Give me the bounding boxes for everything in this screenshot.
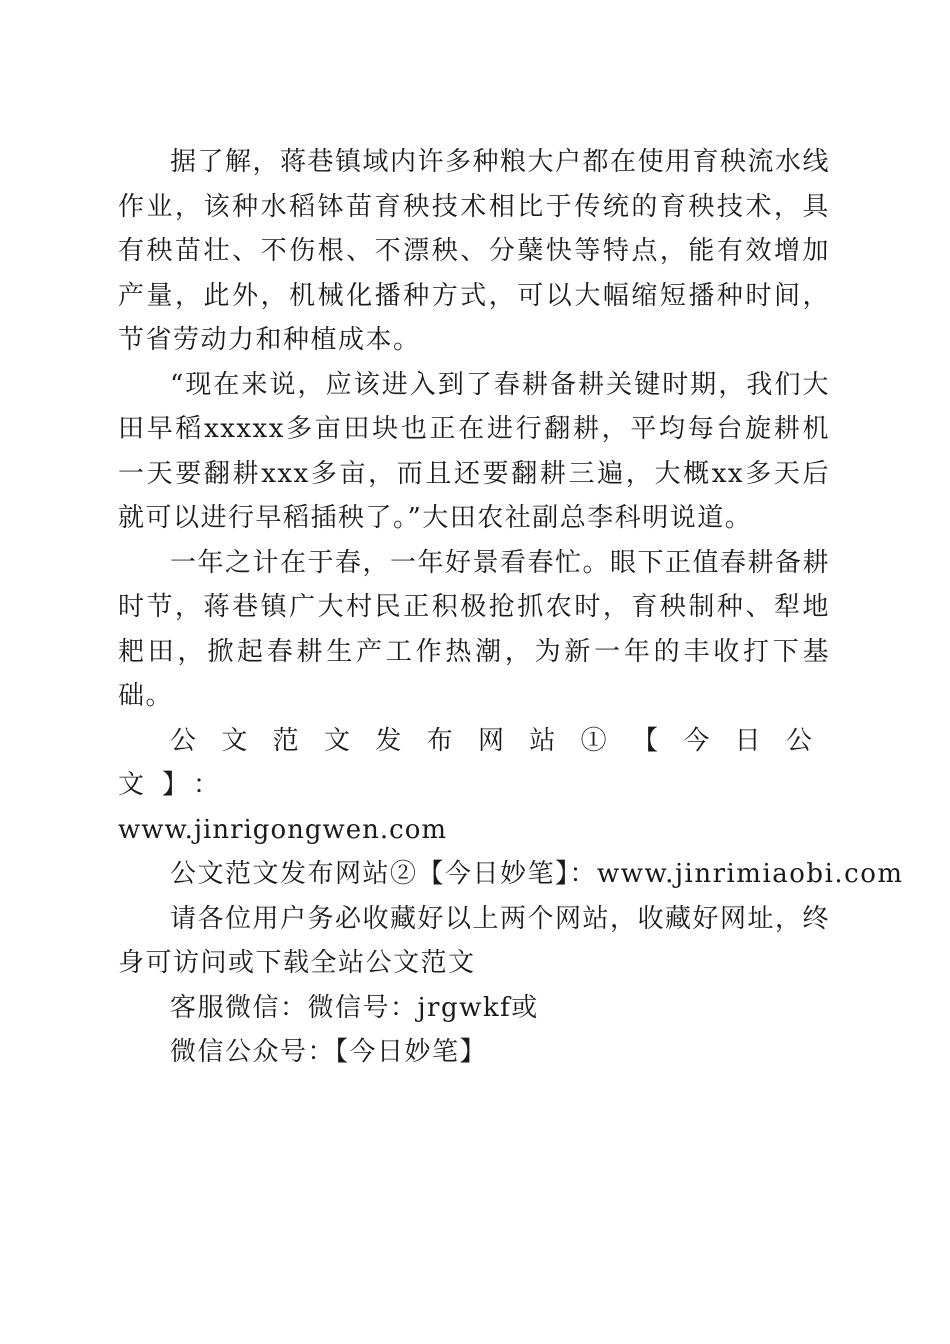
paragraph-1: 据了解，蒋巷镇域内许多种粮大户都在使用育秧流水线作业，该种水稻钵苗育秧技术相比于传统的育秧技术，具有秧苗壮、不伤根、不漂秧、分蘖快等特点，能有效增加产量，此外，机械化播种方式，可以大幅缩短播种时间，节省劳动力和种植成本。 [118, 147, 831, 355]
site-2-line[interactable]: 公文范文发布网站②【今日妙笔】：www.jinrimiaobi.com [170, 859, 904, 889]
official-account: 微信公众号：【今日妙笔】 [170, 1037, 488, 1067]
site-1-line [118, 719, 830, 853]
paragraph-3: 一年之计在于春，一年好景看春忙。眼下正值春耕备耕时节，蒋巷镇广大村民正积极抢抓农时，育秧制种、犁地耙田，掀起春耕生产工作热潮，为新一年的丰收打下基础。 [118, 547, 831, 711]
customer-service-wechat: 客服微信：微信号：jrgwkf或 [170, 992, 539, 1023]
paragraph-2: “现在来说，应该进入到了春耕备耕关键时期，我们大田早稻xxxxx多亩田块也正在进行翻耕，平均每台旋耕机一天要翻耕xxx多亩，而且还要翻耕三遍，大概xx多天后就可以进行早稻插秧了。”大田农社副总李科明说道。 [118, 369, 830, 533]
site-1-label: 公文范文发布网站①【今日公文】： [118, 725, 830, 800]
bookmark-notice: 请各位用户务必收藏好以上两个网站，收藏好网址，终身可访问或下载全站公文范文 [118, 903, 831, 978]
site-1-url[interactable]: www.jinrigongwen.com [118, 814, 448, 845]
document-body [118, 140, 904, 1075]
